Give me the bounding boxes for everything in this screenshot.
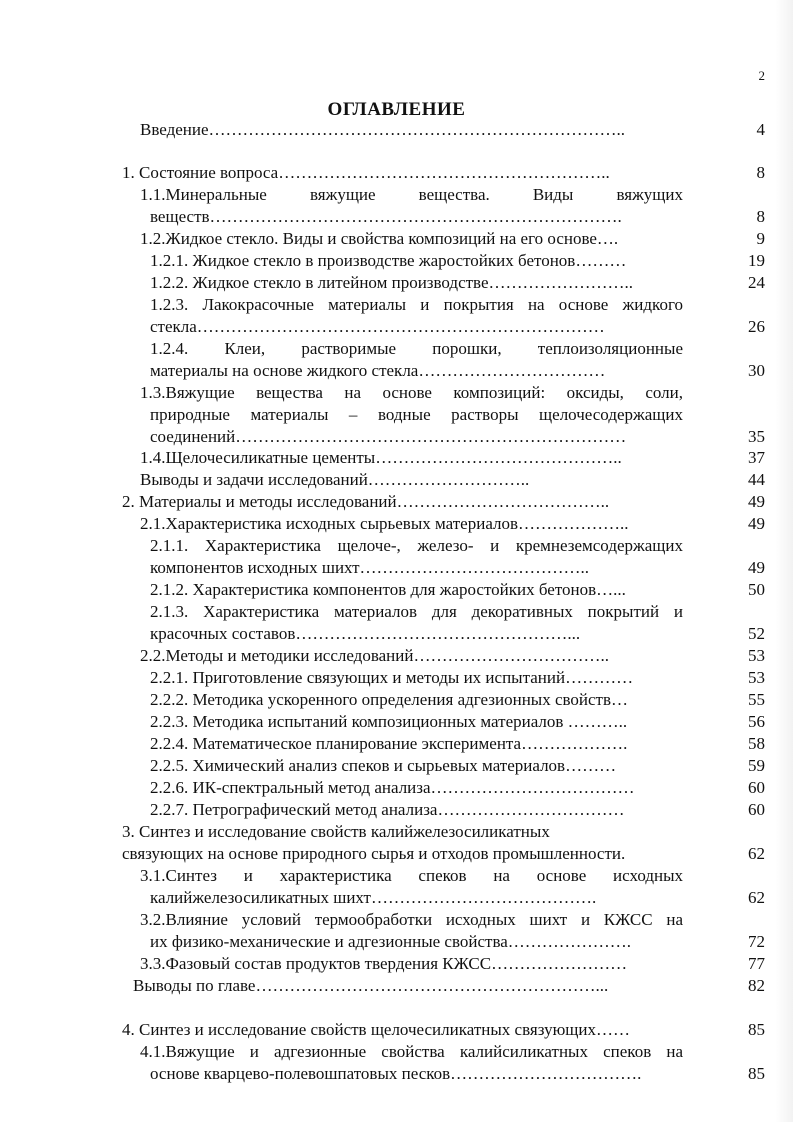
toc-entry-text: 2.2.1. Приготовление связующих и методы их испытаний………… — [150, 668, 634, 687]
toc-entry-text: 1. Состояние вопроса………………………………………………….. — [122, 163, 610, 182]
toc-entry — [140, 1041, 765, 1085]
toc-entry — [140, 513, 765, 535]
scan-edge-shadow — [775, 0, 793, 1122]
toc-entry — [133, 975, 765, 997]
toc-entry-text: 1.1.Минеральные вяжущие вещества. Виды вяжущих — [140, 185, 683, 204]
toc-entry-text: 2.1.3. Характеристика материалов для декоративных покрытий и — [150, 602, 683, 621]
toc-entry-page: 49 — [748, 492, 765, 511]
toc-entry-page: 53 — [748, 646, 765, 665]
toc-entry-text: 3.1.Синтез и характеристика спеков на основе исходных — [140, 866, 683, 885]
toc-entry-text: 1.2.4. Клеи, растворимые порошки, теплоизоляционные — [150, 339, 683, 358]
toc-entry — [140, 119, 765, 141]
toc-entry-text: 4. Синтез и исследование свойств щелочесиликатных связующих…… — [122, 1020, 630, 1039]
toc-entry-text: связующих на основе природного сырья и отходов промышленности. — [122, 844, 626, 863]
toc-entry-text: калийжелезосиликатных шихт…………………………………. — [150, 888, 597, 907]
toc-entry-page: 24 — [748, 273, 765, 292]
toc-entry — [122, 491, 765, 513]
toc-entry — [150, 535, 765, 579]
toc-entry-page: 60 — [748, 800, 765, 819]
toc-entry-text: 1.2.2. Жидкое стекло в литейном производстве…………………….. — [150, 273, 634, 292]
toc-entry — [140, 228, 765, 250]
toc-entry-page: 62 — [748, 888, 765, 907]
toc-entry-text: основе кварцево-полевошпатовых песков……………………………. — [150, 1064, 642, 1083]
toc-entry-text: 2.2.6. ИК-спектральный метод анализа……………………………… — [150, 778, 635, 797]
toc-entry-page: 8 — [756, 163, 765, 182]
toc-entry-page: 8 — [756, 207, 765, 226]
toc-entry-page: 30 — [748, 361, 765, 380]
toc-entry — [140, 469, 765, 491]
toc-entry-text: 1.2.Жидкое стекло. Виды и свойства композиций на его основе…. — [140, 229, 619, 248]
toc-entry-text: 2. Материалы и методы исследований……………………………….. — [122, 492, 610, 511]
toc-entry-page: 35 — [748, 427, 765, 446]
toc-entry-text: 2.1.2. Характеристика компонентов для жаростойких бетонов…... — [150, 580, 626, 599]
toc-entry-page: 72 — [748, 932, 765, 951]
toc-entry — [150, 799, 765, 821]
toc-entry-text: 3.2.Влияние условий термообработки исходных шихт и КЖСС на — [140, 910, 683, 929]
toc-entry — [150, 579, 765, 601]
toc-entry-text: 2.1.1. Характеристика щелоче-, железо- и кремнеземсодержащих — [150, 536, 683, 555]
toc-entry — [150, 294, 765, 338]
toc-entry — [122, 162, 765, 184]
toc-entry-text: 2.2.3. Методика испытаний композиционных материалов ……….. — [150, 712, 628, 731]
toc-entry-page: 58 — [748, 734, 765, 753]
toc-entry — [122, 1019, 765, 1041]
toc-entry — [150, 689, 765, 711]
toc-entry-page: 53 — [748, 668, 765, 687]
toc-entry-page: 82 — [748, 976, 765, 995]
toc-entry-page: 85 — [748, 1020, 765, 1039]
toc-entry — [140, 184, 765, 228]
toc-entry-page: 52 — [748, 624, 765, 643]
toc-entry-text: соединений…………………………………………………………… — [150, 427, 627, 446]
toc-title: ОГЛАВЛЕНИЕ — [327, 99, 466, 120]
toc-entry-text: 1.2.3. Лакокрасочные материалы и покрытия на основе жидкого — [150, 295, 683, 314]
toc-entry-text: 2.2.5. Химический анализ спеков и сырьевых материалов……… — [150, 756, 617, 775]
toc-entry-text: Выводы по главе……………………………………………………... — [133, 976, 609, 995]
toc-entry-page: 59 — [748, 756, 765, 775]
page-number: 2 — [758, 68, 765, 83]
toc-entry-text: Введение……………………………………………………………….. — [140, 120, 626, 139]
toc-entry-text: Выводы и задачи исследований……………………….. — [140, 470, 530, 489]
toc-entry — [140, 953, 765, 975]
toc-entry-text: природные материалы – водные растворы щелочесодержащих — [150, 405, 683, 424]
toc-entry-text: 3. Синтез и исследование свойств калийжелезосиликатных — [122, 822, 550, 841]
toc-entry — [150, 272, 765, 294]
toc-entry-text: веществ………………………………………………………………. — [150, 207, 622, 226]
toc-entry-text: 2.2.7. Петрографический метод анализа…………………………… — [150, 800, 625, 819]
toc-entry — [150, 667, 765, 689]
toc-entry — [140, 645, 765, 667]
toc-entry — [140, 865, 765, 909]
toc-entry-page: 62 — [748, 844, 765, 863]
toc-entry-text: 1.2.1. Жидкое стекло в производстве жаростойких бетонов……… — [150, 251, 627, 270]
toc-entry-text: 4.1.Вяжущие и адгезионные свойства калийсиликатных спеков на — [140, 1042, 683, 1061]
toc-entry — [140, 447, 765, 469]
toc-entry — [140, 382, 765, 448]
toc-entry — [150, 733, 765, 755]
toc-entry — [150, 755, 765, 777]
toc-entry-text: 1.4.Щелочесиликатные цементы…………………………………….. — [140, 448, 622, 467]
toc-entry — [140, 909, 765, 953]
toc-entry-text: их физико-механические и адгезионные свойства…………………. — [150, 932, 632, 951]
toc-entry-page: 37 — [748, 448, 765, 467]
toc-entry-page: 26 — [748, 317, 765, 336]
toc-entry-page: 19 — [748, 251, 765, 270]
toc-entry-page: 4 — [756, 120, 765, 139]
toc-entry-text: 2.1.Характеристика исходных сырьевых материалов……………….. — [140, 514, 629, 533]
toc-entry-page: 49 — [748, 558, 765, 577]
toc-entry — [150, 250, 765, 272]
toc-entry-page: 56 — [748, 712, 765, 731]
toc-entry-text: компонентов исходных шихт………………………………….. — [150, 558, 590, 577]
toc-entry-page: 60 — [748, 778, 765, 797]
toc-entry-text: 3.3.Фазовый состав продуктов твердения КЖСС…………………… — [140, 954, 628, 973]
toc-entry-page: 9 — [756, 229, 765, 248]
toc-entry-text: 2.2.4. Математическое планирование эксперимента………………. — [150, 734, 628, 753]
toc-entry-text: 1.3.Вяжущие вещества на основе композиций: оксиды, соли, — [140, 383, 683, 402]
toc-entry — [122, 821, 765, 865]
toc-entry-text: красочных составов…………………………………………... — [150, 624, 581, 643]
toc-entry-text: 2.2.Методы и методики исследований…………………………….. — [140, 646, 609, 665]
toc-entry-page: 44 — [748, 470, 765, 489]
toc-entry — [150, 777, 765, 799]
toc-entry-page: 85 — [748, 1064, 765, 1083]
toc-entry — [150, 711, 765, 733]
toc-entry-page: 77 — [748, 954, 765, 973]
toc-entry-page: 55 — [748, 690, 765, 709]
toc-entry-page: 49 — [748, 514, 765, 533]
toc-entry-page: 50 — [748, 580, 765, 599]
toc-entry — [150, 338, 765, 382]
toc-entry — [150, 601, 765, 645]
toc-entry-text: стекла……………………………………………………………… — [150, 317, 605, 336]
toc-entry-text: материалы на основе жидкого стекла…………………………… — [150, 361, 606, 380]
toc-entry-text: 2.2.2. Методика ускоренного определения адгезионных свойств… — [150, 690, 629, 709]
